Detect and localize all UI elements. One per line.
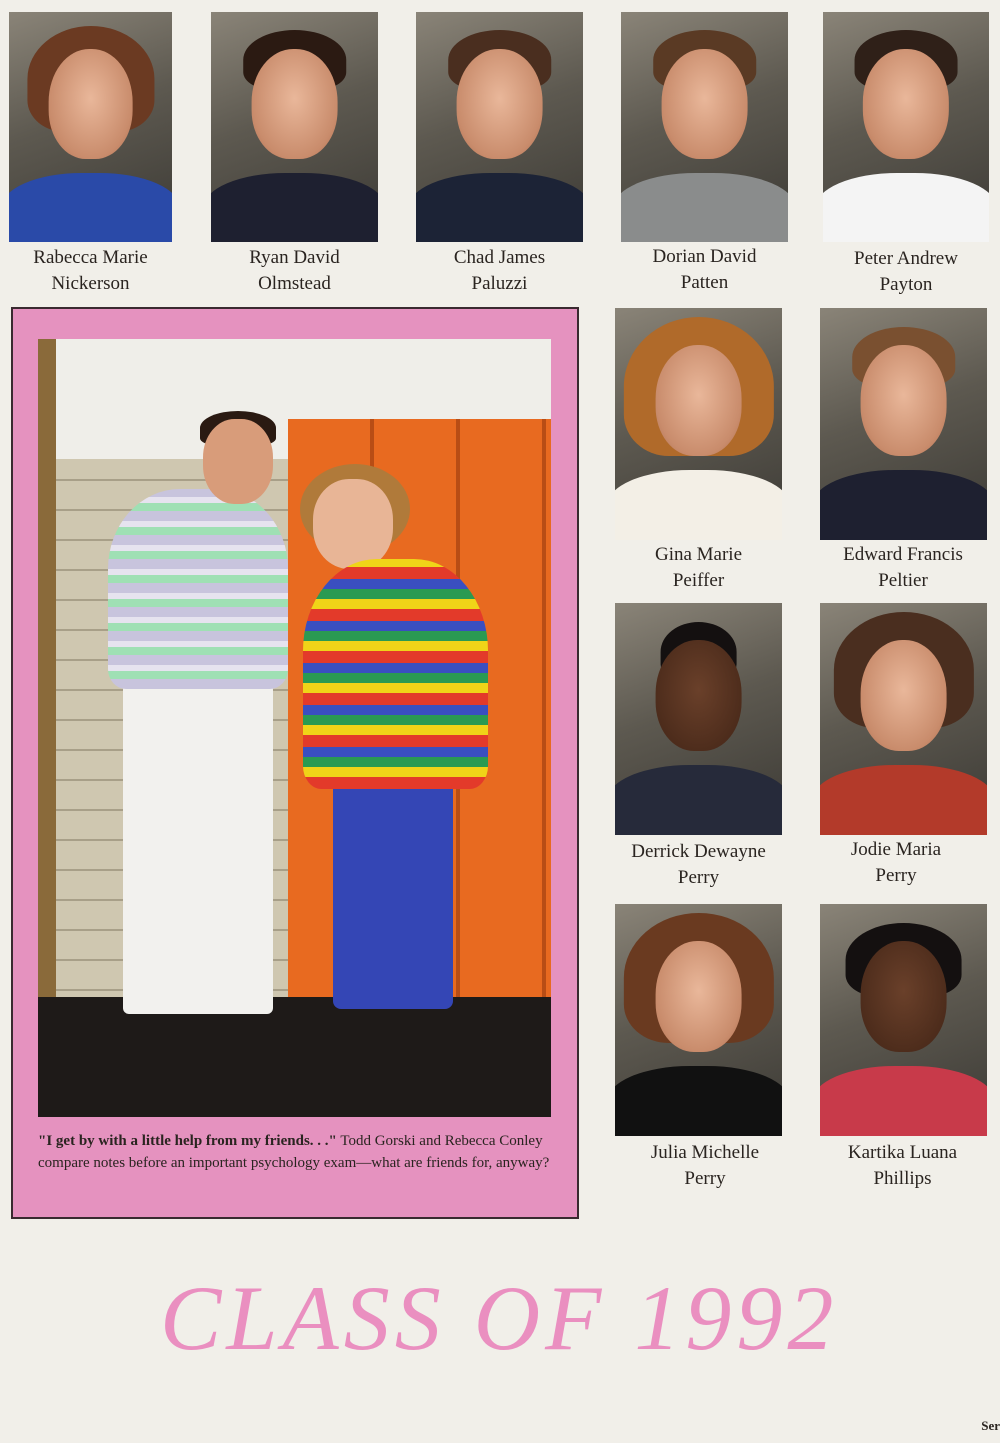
face — [456, 49, 543, 159]
clothing — [820, 765, 987, 835]
last-name: Patten — [680, 272, 729, 293]
clothing — [9, 173, 172, 242]
portrait-top-5 — [823, 12, 989, 242]
person-left-sweater — [108, 489, 288, 689]
first-names: Julia Michelle — [650, 1142, 760, 1163]
first-names: Derrick Dewayne — [631, 841, 766, 862]
clothing — [823, 173, 989, 242]
first-names: Jodie Maria — [850, 839, 942, 860]
face — [251, 49, 338, 159]
door-frame — [38, 339, 56, 1039]
clothing — [615, 470, 782, 540]
first-names: Rabecca Marie — [33, 247, 148, 268]
floor — [38, 997, 551, 1117]
student-name — [406, 245, 593, 297]
student-name — [805, 837, 987, 889]
face — [655, 345, 742, 456]
portrait-right-4 — [820, 603, 987, 835]
clothing — [820, 1066, 987, 1136]
face — [655, 941, 742, 1052]
clothing — [615, 765, 782, 835]
clothing — [820, 470, 987, 540]
student-name — [595, 839, 802, 891]
first-names: Edward Francis — [843, 544, 963, 565]
last-name: Peltier — [878, 570, 928, 591]
first-names: Gina Marie — [654, 544, 743, 565]
student-name — [611, 244, 798, 296]
first-names: Chad James — [453, 247, 546, 268]
last-name: Peiffer — [672, 570, 725, 591]
portrait-right-2 — [820, 308, 987, 540]
clothing — [211, 173, 378, 242]
portrait-top-1 — [9, 12, 172, 242]
first-names: Kartika Luana — [847, 1142, 958, 1163]
student-name — [803, 542, 1000, 594]
student-name — [9, 245, 172, 297]
page-corner-label: Ser — [981, 1418, 1000, 1433]
face — [860, 640, 947, 751]
clothing — [416, 173, 583, 242]
student-name — [605, 1140, 805, 1192]
last-name: Payton — [879, 274, 933, 295]
last-name: Nickerson — [51, 273, 130, 294]
photo-caption — [38, 1130, 553, 1174]
first-names: Peter Andrew — [854, 248, 958, 269]
clothing — [615, 1066, 782, 1136]
last-name: Olmstead — [258, 273, 331, 294]
face — [655, 640, 742, 751]
portrait-right-5 — [615, 904, 782, 1136]
last-name: Perry — [875, 865, 917, 886]
face — [863, 49, 949, 159]
page-title: CLASS OF 1992 — [160, 1267, 839, 1369]
student-name — [810, 1140, 995, 1192]
face — [860, 941, 947, 1052]
face — [48, 49, 133, 159]
portrait-right-3 — [615, 603, 782, 835]
caption-quote: "I get by with a little help from my friends. . ." — [38, 1133, 337, 1149]
caption-text: Todd Gorski and Rebecca Conley compare notes before an important psychology exam—what are friends for, anyway? — [38, 1133, 550, 1171]
portrait-top-4 — [621, 12, 788, 242]
clothing — [621, 173, 788, 242]
first-names: Dorian David — [652, 246, 757, 267]
feature-photo — [38, 339, 551, 1117]
last-name: Paluzzi — [471, 273, 528, 294]
face — [860, 345, 947, 456]
student-name — [211, 245, 378, 297]
person-right-sweater — [303, 559, 488, 789]
portrait-top-3 — [416, 12, 583, 242]
person-left-face — [203, 419, 273, 504]
person-left-pants — [123, 684, 273, 1014]
student-name — [813, 246, 999, 298]
student-name — [605, 542, 792, 594]
portrait-top-2 — [211, 12, 378, 242]
person-right-face — [313, 479, 393, 569]
last-name: Perry — [677, 867, 720, 888]
last-name: Perry — [684, 1168, 726, 1189]
portrait-right-6 — [820, 904, 987, 1136]
first-names: Ryan David — [249, 247, 340, 268]
face — [661, 49, 748, 159]
portrait-right-1 — [615, 308, 782, 540]
person-right-pants — [333, 779, 453, 1009]
last-name: Phillips — [873, 1168, 932, 1189]
